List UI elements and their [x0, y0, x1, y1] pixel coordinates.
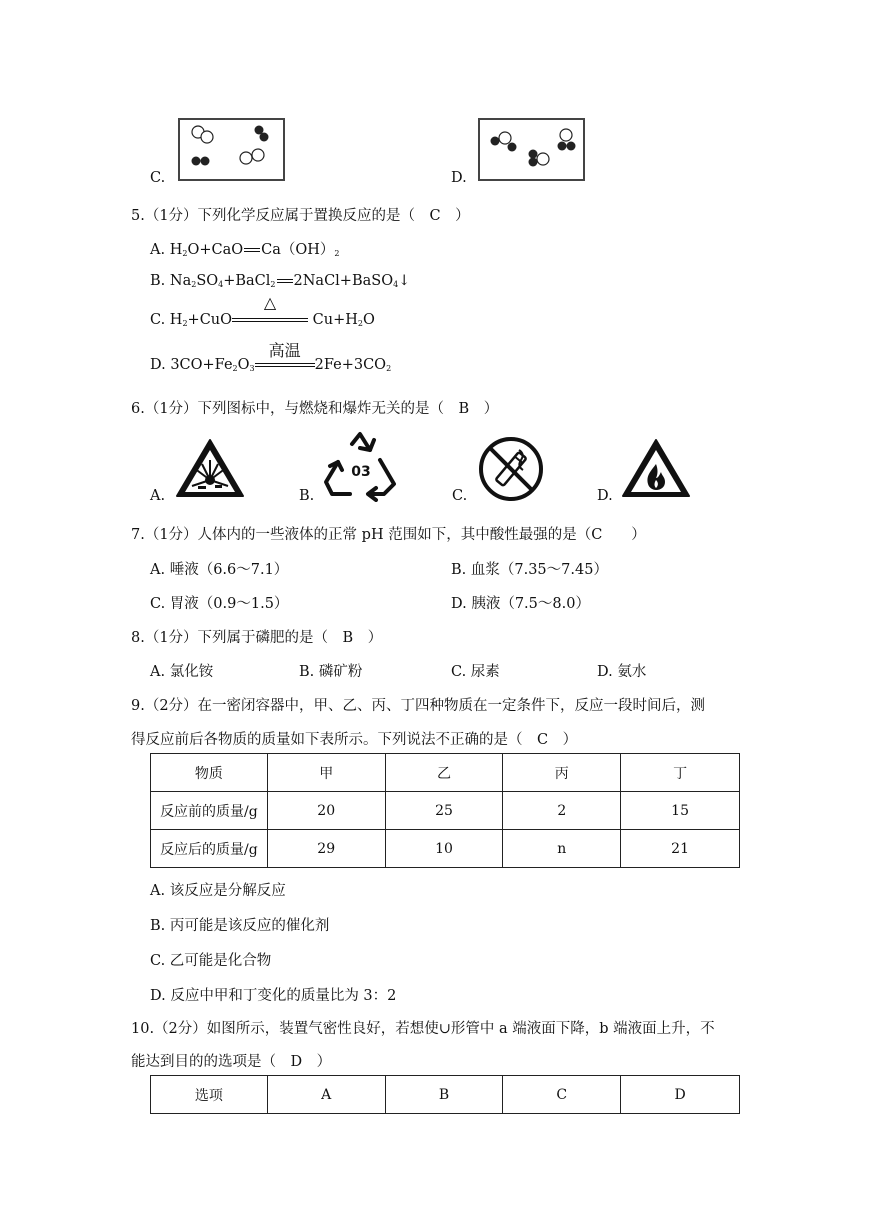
- q7-option-a: A. 唾液（6.6～7.1）: [150, 562, 289, 578]
- no-smoking-icon: [476, 434, 546, 504]
- table-cell: 20: [267, 792, 385, 830]
- q8-option-c: C. 尿素: [451, 664, 500, 680]
- table-row: [151, 830, 740, 868]
- table-header-cell: B: [385, 1076, 503, 1114]
- recycle-icon: [322, 430, 400, 502]
- q4-option-c-label: C.: [150, 170, 166, 186]
- q5-option-b: B. $Na_2SO_4+BaCl_2$ 2NaCl+BaSO$_4$↓: [150, 273, 411, 289]
- table-cell: 2: [503, 792, 621, 830]
- q5-option-d: D. $3CO+Fe_2O_3$ 高温 $2Fe+3CO_2$: [150, 357, 391, 373]
- q4-option-c-diagram: [178, 118, 286, 182]
- q10-stem-line1: 10.（2分）如图所示，装置气密性良好，若想使∪形管中 a 端液面下降，b 端液面上升，不: [131, 1021, 715, 1037]
- table-cell: 25: [385, 792, 503, 830]
- q6-label-d: D.: [597, 488, 613, 504]
- table-header-cell: 物质: [151, 754, 268, 792]
- heat-symbol: △: [263, 293, 277, 312]
- table-cell: 反应前的质量/g: [151, 792, 268, 830]
- flammable-warning-icon: [620, 436, 692, 500]
- q9-option-b: B. 丙可能是该反应的催化剂: [150, 918, 330, 934]
- table-cell: 15: [621, 792, 740, 830]
- q8-option-b: B. 磷矿粉: [299, 664, 363, 680]
- q9-option-d: D. 反应中甲和丁变化的质量比为 3：2: [150, 988, 397, 1004]
- high-temp-label: 高温: [268, 341, 301, 360]
- q5-option-a: A. $H_2O+CaO$ $Ca(OH)_2$: [150, 242, 340, 258]
- table-header-cell: D: [621, 1076, 740, 1114]
- q6-label-b: B.: [299, 488, 315, 504]
- recycle-code: 03: [351, 464, 371, 480]
- table-header-cell: 乙: [385, 754, 503, 792]
- q8-option-a: A. 氯化铵: [150, 664, 214, 680]
- q5-option-c: C. $H_2+CuO$ △ $Cu+H_2O$: [150, 293, 375, 328]
- q4-option-d-label: D.: [451, 170, 467, 186]
- q7-stem: 7.（1分）人体内的一些液体的正常 pH 范围如下，其中酸性最强的是（C ）: [131, 527, 646, 543]
- q10-stem-line2: 能达到目的的选项是（ D ）: [131, 1054, 332, 1070]
- table-cell: 反应后的质量/g: [151, 830, 268, 868]
- table-header-row: [151, 1076, 740, 1114]
- explosive-warning-icon: [174, 436, 246, 500]
- q9-mass-table: [150, 753, 740, 868]
- table-cell: 10: [385, 830, 503, 868]
- q8-stem: 8.（1分）下列属于磷肥的是（ B ）: [131, 630, 383, 646]
- table-header-cell: 选项: [151, 1076, 268, 1114]
- table-header-cell: A: [267, 1076, 385, 1114]
- table-header-cell: C: [503, 1076, 621, 1114]
- q9-stem-line1: 9.（2分）在一密闭容器中，甲、乙、丙、丁四种物质在一定条件下，反应一段时间后，测: [131, 698, 706, 714]
- table-cell: n: [503, 830, 621, 868]
- q6-stem: 6.（1分）下列图标中，与燃烧和爆炸无关的是（ B ）: [131, 401, 499, 417]
- q7-option-c: C. 胃液（0.9～1.5）: [150, 596, 289, 612]
- table-header-cell: 甲: [267, 754, 385, 792]
- q5-stem: 5.（1分）下列化学反应属于置换反应的是（ C ）: [131, 208, 470, 224]
- table-header-cell: 丁: [621, 754, 740, 792]
- q6-label-a: A.: [150, 488, 166, 504]
- q8-option-d: D. 氨水: [597, 664, 647, 680]
- q9-stem-line2: 得反应前后各物质的质量如下表所示。下列说法不正确的是（ C ）: [131, 732, 578, 748]
- q6-label-c: C.: [452, 488, 468, 504]
- q4-option-d-diagram: [478, 118, 586, 182]
- table-header-cell: 丙: [503, 754, 621, 792]
- q10-options-table: [150, 1075, 740, 1114]
- table-cell: 21: [621, 830, 740, 868]
- q9-option-c: C. 乙可能是化合物: [150, 953, 272, 969]
- q7-option-b: B. 血浆（7.35～7.45）: [451, 562, 608, 578]
- q7-option-d: D. 胰液（7.5～8.0）: [451, 596, 590, 612]
- table-cell: 29: [267, 830, 385, 868]
- table-row: [151, 792, 740, 830]
- q9-option-a: A. 该反应是分解反应: [150, 883, 286, 899]
- table-header-row: [151, 754, 740, 792]
